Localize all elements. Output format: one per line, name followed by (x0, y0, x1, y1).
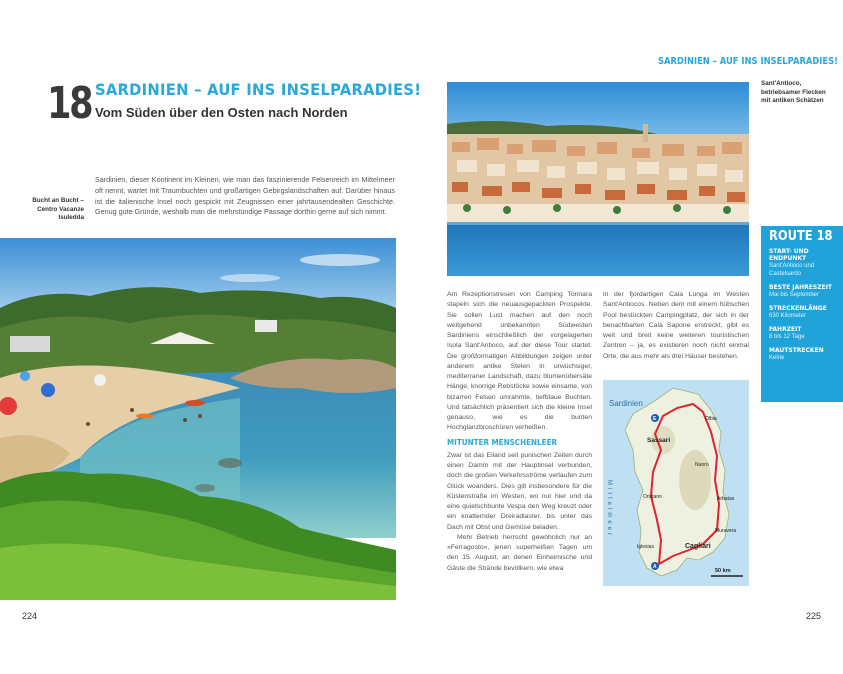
info-item (769, 305, 838, 320)
place-sassari: Sassari (647, 437, 671, 444)
town-photo-illustration (447, 82, 749, 276)
paragraph: in der fjordartigen Cala Lunga im Westen Sant'Antiocos. Neben dem mit einem hübschen Pool bestückten Campingplatz, der sich in der benachbarten Cala Sapone erstreckt, gibt es weit und breit keine weiteren touristischen Zentren – ja, es existieren noch nicht einmal Orte, die aus mehr als drei Häuser bestehen. (603, 291, 749, 360)
info-value: 630 Kilometer (769, 313, 807, 319)
place-olbia: Olbia (705, 416, 717, 422)
info-value: Sant'Antioco und Castelsardo (769, 263, 815, 277)
scale-label: 50 km (715, 568, 731, 574)
paragraph: Zwar ist das Eiland seit punischen Zeiten durch einen Damm mit der Hauptinsel verbunden, doch die großen Verkehrsströme verlaufen zum Glück woanders. Dies gilt insbesondere für die Küstenstraße im Westen, wo nur hier und da eine quietschbunte Vespa den Weg kreuzt oder ein knatternder Dreiradlaster, bis unter das Dach mit Obst und Gemüse beladen. (447, 451, 592, 531)
info-label: BESTE JAHRESZEIT (769, 284, 832, 291)
page-number-left: 224 (22, 611, 38, 621)
place-muravera: Muravera (715, 528, 737, 534)
route-map (603, 380, 749, 586)
beach-photo-illustration (0, 238, 396, 600)
map-title: Sardinien (609, 399, 643, 408)
info-value: Keine (769, 355, 785, 361)
info-value: Mai bis September (769, 292, 820, 298)
sea-label: Mittelmeer (606, 480, 612, 539)
sardinia-map (603, 380, 749, 586)
town-photo (447, 82, 749, 276)
section-subheading: MITUNTER MENSCHENLEER (447, 437, 558, 447)
running-head: SARDINIEN – AUF INS INSELPARADIES! (658, 56, 838, 67)
info-item (769, 347, 838, 362)
text-column-2 (603, 290, 749, 362)
text-column-1 (447, 290, 592, 574)
info-item (769, 248, 838, 278)
svg-text:A: A (653, 564, 657, 570)
chapter-subtitle: Vom Süden über den Osten nach Norden (95, 105, 348, 120)
info-value: 8 bis 12 Tage (769, 334, 805, 340)
place-cagliari: Cagliari (685, 543, 711, 550)
paragraph: Mehr Betrieb herrscht gewöhnlich nur an »Ferragosto«, jenen superheißen Tagen um den 15. August, an denen Einheimische und Gäste die Strände bevölkern, wie etwa (447, 533, 592, 572)
info-label: START- UND ENDPUNKT (769, 248, 809, 262)
info-label: STRECKENLÄNGE (769, 305, 827, 312)
info-item (769, 326, 838, 341)
place-arbatax: Arbatax (717, 496, 735, 502)
info-label: MAUTSTRECKEN (769, 347, 824, 354)
route-info-box (761, 226, 843, 402)
chapter-title: SARDINIEN – AUF INS INSELPARADIES! (95, 80, 422, 99)
photo-caption-right: Sant'Antioco, betriebsamer Flecken mit antiken Schätzen (761, 80, 826, 104)
photo-caption-left: Bucht an Bucht – Centro Vacanze Isuledda (32, 197, 84, 221)
page-number-right: 225 (806, 611, 822, 621)
place-nuoro: Nuoro (695, 462, 709, 468)
route-info-title: ROUTE 18 (769, 228, 833, 244)
info-label: FAHRZEIT (769, 326, 802, 333)
svg-text:E: E (653, 416, 657, 422)
intro-text: Sardinien, dieser Kontinent im Kleinen, wie man das faszinierende Felsenreich im Mittelmeer oft nennt, wartet mit Traumbuchten und großartigen Gebirgslandschaften auf. Darüber hinaus ist die italienische Insel noch gespickt mit Zeugnissen einer jahrtausendealten Geschichte. Genug gute Gründe, weshalb man die mehrstündige Passage dorthin gerne auf sich nimmt. (95, 175, 395, 217)
chapter-number: 18 (47, 78, 92, 129)
place-iglesias: Iglesias (637, 544, 654, 550)
info-item (769, 284, 838, 299)
beach-photo (0, 238, 396, 600)
place-oristano: Oristano (643, 494, 662, 500)
paragraph: Am Rezeptionstresen von Camping Tonnara stapeln sich die neuausgepackten Prospekte. Sie sollen Lust machen auf den noch weitgehend unbekannten Südwesten Sardiniens einschließlich der vorgelagerten Isola Sant'Antioco, auf der diese Tour startet. Die großformatigen Abbildungen zeigen unter anderem antike Stelen in urwüchsiger, mediterraner Landschaft, dazu blumenübersäte Hänge, knorrige Rebstöcke sowie einsame, von bizarren Felsen umrahmte, tiefblaue Buchten. Und tatsächlich präsentiert sich die kleine Insel genauso, wie es die bunten Hochglanzbroschüren verheißen. (447, 291, 592, 432)
